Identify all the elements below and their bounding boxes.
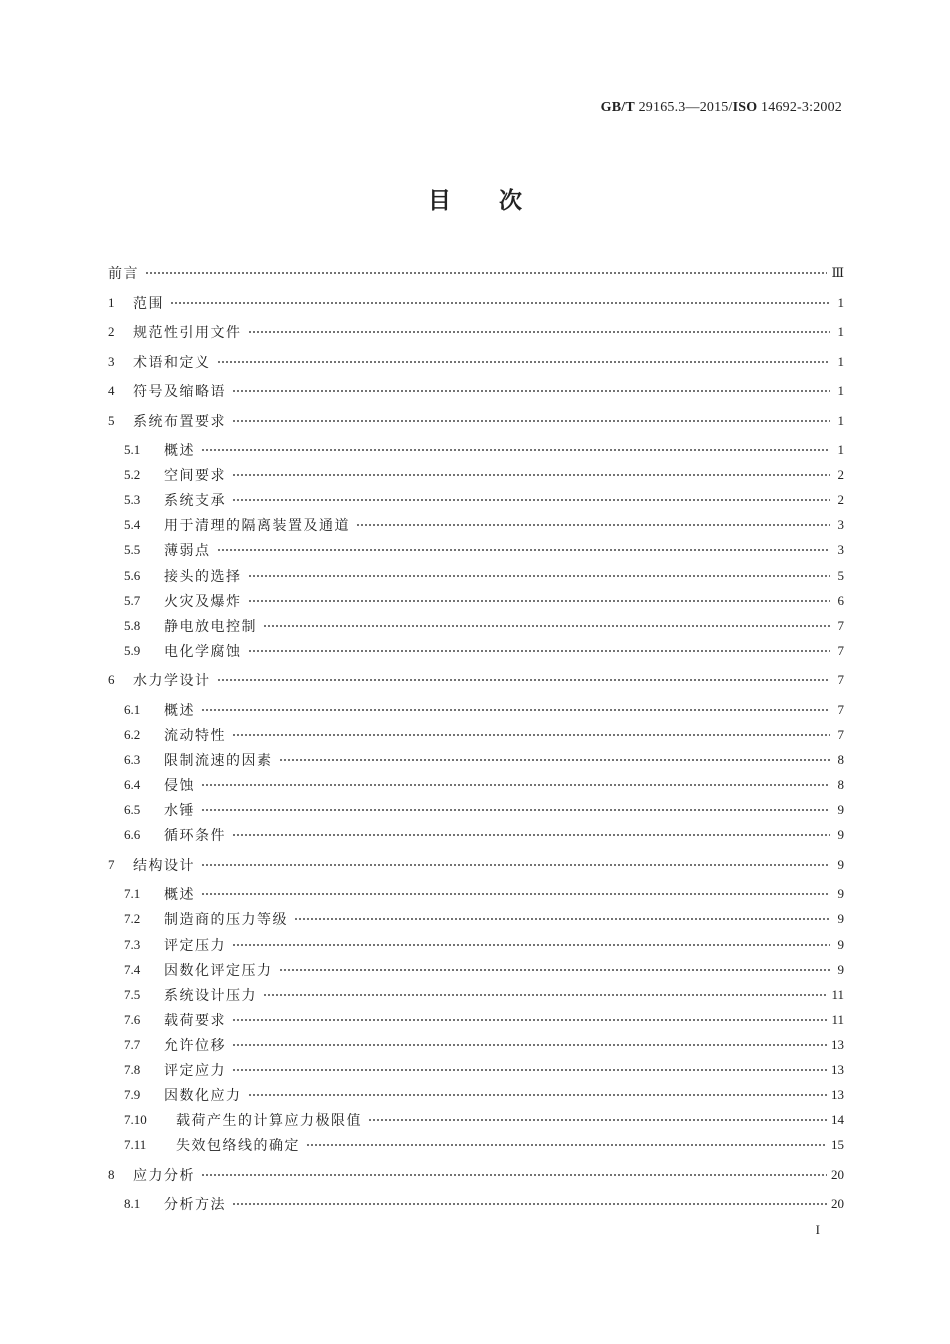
toc-entry-title: 系统布置要求: [133, 414, 226, 430]
toc-entry-title: 符号及缩略语: [133, 384, 226, 400]
toc-leader-dots: [232, 1202, 827, 1206]
toc-leader-dots: [232, 498, 830, 502]
toc-entry-title: 评定应力: [164, 1063, 226, 1079]
toc-entry[interactable]: [108, 351, 844, 373]
toc-entry-title: 应力分析: [133, 1168, 195, 1184]
toc-entry-title: 薄弱点: [164, 543, 211, 559]
toc-leader-dots: [170, 301, 830, 305]
std-prefix: GB/T: [600, 100, 635, 115]
toc-entry-page: 3: [837, 542, 844, 557]
toc-entry-title: 水力学设计: [133, 673, 211, 689]
toc-entry-page: 9: [837, 857, 844, 872]
toc-entry-number: 5.3: [124, 492, 141, 507]
toc-entry-number: 8.1: [124, 1196, 141, 1211]
toc-entry-page: 15: [831, 1137, 844, 1152]
toc-entry-title: 载荷要求: [164, 1013, 226, 1029]
toc-entry-number: 5.5: [124, 542, 141, 557]
toc-entry[interactable]: [108, 824, 844, 846]
toc-entry-number: 7.2: [124, 911, 141, 926]
toc-entry-number: 5.1: [124, 442, 141, 457]
toc-entry-number: 5.2: [124, 467, 141, 482]
toc-entry-number: 5.8: [124, 618, 141, 633]
toc-entry-number: 7.3: [124, 937, 141, 952]
toc-entry[interactable]: [108, 1034, 844, 1056]
toc-entry[interactable]: [108, 489, 844, 511]
toc-leader-dots: [201, 448, 830, 452]
toc-entry[interactable]: [108, 514, 844, 536]
toc-leader-dots: [263, 993, 827, 997]
toc-entry-title: 侵蚀: [164, 778, 195, 794]
toc-leader-dots: [201, 808, 830, 812]
toc-entry[interactable]: [108, 883, 844, 905]
toc-entry-page: 7: [837, 702, 844, 717]
toc-entry-page: 8: [837, 777, 844, 792]
toc-entry[interactable]: [108, 799, 844, 821]
toc-entry-title: 空间要求: [164, 468, 226, 484]
toc-entry-title: 限制流速的因素: [164, 753, 273, 769]
toc-entry[interactable]: [108, 565, 844, 587]
toc-entry-number: 6.1: [124, 702, 141, 717]
toc-leader-dots: [248, 1093, 828, 1097]
toc-leader-dots: [232, 943, 830, 947]
toc-entry[interactable]: [108, 640, 844, 662]
toc-entry-page: 7: [837, 643, 844, 658]
toc-leader-dots: [232, 733, 830, 737]
toc-entry-number: 7.10: [124, 1112, 147, 1127]
toc-entry-page: 1: [837, 324, 844, 339]
toc-entry-title: 概述: [164, 443, 195, 459]
toc-entry[interactable]: [108, 959, 844, 981]
toc-entry-page: 9: [837, 911, 844, 926]
toc-entry-title: 评定压力: [164, 938, 226, 954]
toc-entry-number: 7.1: [124, 886, 141, 901]
toc-entry[interactable]: [108, 724, 844, 746]
toc-entry-number: 2: [108, 324, 115, 339]
toc-entry-number: 4: [108, 383, 115, 398]
toc-entry-number: 6.4: [124, 777, 141, 792]
toc-entry-number: 5.9: [124, 643, 141, 658]
toc-entry-page: 9: [837, 962, 844, 977]
toc-entry-title: 规范性引用文件: [133, 325, 242, 341]
toc-entry-number: 7: [108, 857, 115, 872]
toc-entry-number: 3: [108, 354, 115, 369]
toc-entry-page: 13: [831, 1087, 844, 1102]
toc-leader-dots: [232, 833, 830, 837]
toc-entry-number: 5.6: [124, 568, 141, 583]
toc-entry-title: 电化学腐蚀: [164, 644, 242, 660]
toc-entry[interactable]: [108, 439, 844, 461]
toc-entry[interactable]: [108, 908, 844, 930]
toc-entry-title: 制造商的压力等级: [164, 912, 288, 928]
toc-entry[interactable]: [108, 539, 844, 561]
toc-leader-dots: [248, 574, 831, 578]
toc-entry-title: 水锤: [164, 803, 195, 819]
toc-entry-title: 循环条件: [164, 828, 226, 844]
toc-leader-dots: [306, 1143, 827, 1147]
toc-entry-title: 概述: [164, 703, 195, 719]
toc-entry-title: 静电放电控制: [164, 619, 257, 635]
toc-entry[interactable]: [108, 410, 844, 432]
toc-entry-page: 2: [837, 467, 844, 482]
toc-entry-title: 接头的选择: [164, 569, 242, 585]
toc-entry-title: 用于清理的隔离装置及通道: [164, 518, 350, 534]
toc-leader-dots: [368, 1118, 827, 1122]
toc-entry-number: 6.2: [124, 727, 141, 742]
toc-entry-number: 7.8: [124, 1062, 141, 1077]
toc-entry-title: 范围: [133, 296, 164, 312]
toc-entry-page: 2: [837, 492, 844, 507]
toc-entry[interactable]: [108, 749, 844, 771]
toc-entry-number: 6.6: [124, 827, 141, 842]
iso-number: 14692-3:2002: [757, 100, 842, 115]
toc-leader-dots: [217, 678, 831, 682]
page-title: 目次: [428, 188, 570, 214]
toc-entry-title: 流动特性: [164, 728, 226, 744]
toc-entry-page: 7: [837, 618, 844, 633]
toc-entry-title: 前言: [108, 266, 139, 282]
toc-entry[interactable]: [108, 464, 844, 486]
toc-entry-number: 7.4: [124, 962, 141, 977]
toc-entry-page: 8: [837, 752, 844, 767]
toc-entry-number: 5.4: [124, 517, 141, 532]
toc-entry-page: 7: [837, 672, 844, 687]
toc-entry[interactable]: [108, 590, 844, 612]
page-number: I: [815, 1222, 820, 1237]
toc-entry-page: Ⅲ: [831, 265, 844, 280]
toc-entry[interactable]: [108, 1084, 844, 1106]
toc-entry-page: 1: [837, 442, 844, 457]
toc-leader-dots: [279, 758, 831, 762]
toc-entry-number: 5: [108, 413, 115, 428]
toc-entry-number: 1: [108, 295, 115, 310]
toc-entry-page: 1: [837, 354, 844, 369]
toc-entry-page: 1: [837, 383, 844, 398]
toc-entry-page: 20: [831, 1167, 844, 1182]
toc-entry-page: 9: [837, 802, 844, 817]
toc-entry-page: 3: [837, 517, 844, 532]
toc-entry-page: 9: [837, 937, 844, 952]
toc-entry-title: 分析方法: [164, 1197, 226, 1213]
toc-entry-number: 6.5: [124, 802, 141, 817]
toc-leader-dots: [232, 1018, 827, 1022]
toc-leader-dots: [232, 1043, 827, 1047]
toc-entry[interactable]: [108, 615, 844, 637]
toc-leader-dots: [201, 863, 830, 867]
toc-entry-title: 系统设计压力: [164, 988, 257, 1004]
toc-leader-dots: [279, 968, 831, 972]
toc-entry[interactable]: [108, 699, 844, 721]
toc-entry[interactable]: [108, 321, 844, 343]
toc-entry[interactable]: [108, 854, 844, 876]
iso-prefix: ISO: [732, 100, 758, 115]
toc-leader-dots: [232, 389, 830, 393]
toc-leader-dots: [201, 1173, 827, 1177]
toc-entry-number: 7.7: [124, 1037, 141, 1052]
toc-entry-title: 结构设计: [133, 858, 195, 874]
toc-entry-title: 火灾及爆炸: [164, 594, 242, 610]
toc-leader-dots: [232, 419, 830, 423]
std-number: 29165.3—2015/: [634, 100, 733, 115]
toc-entry-page: 6: [837, 593, 844, 608]
toc-leader-dots: [217, 360, 831, 364]
toc-entry-number: 7.6: [124, 1012, 141, 1027]
toc-leader-dots: [356, 523, 830, 527]
toc-leader-dots: [201, 783, 830, 787]
toc-leader-dots: [232, 1068, 827, 1072]
toc-entry-number: 7.9: [124, 1087, 141, 1102]
toc-entry-number: 7.11: [124, 1137, 147, 1152]
toc-entry-title: 载荷产生的计算应力极限值: [176, 1113, 362, 1129]
toc-leader-dots: [263, 624, 830, 628]
toc-leader-dots: [248, 649, 831, 653]
toc-entry-title: 失效包络线的确定: [176, 1138, 300, 1154]
toc-entry[interactable]: [108, 292, 844, 314]
toc-leader-dots: [201, 708, 830, 712]
toc-entry[interactable]: [108, 1193, 844, 1215]
toc-entry[interactable]: [108, 1164, 844, 1186]
toc-entry[interactable]: [108, 1109, 844, 1131]
toc-entry-number: 8: [108, 1167, 115, 1182]
toc-leader-dots: [294, 917, 830, 921]
toc-entry-page: 14: [831, 1112, 844, 1127]
toc-entry-page: 1: [837, 295, 844, 310]
toc-entry-page: 11: [831, 987, 844, 1002]
toc-entry-title: 因数化应力: [164, 1088, 242, 1104]
toc-entry-page: 11: [831, 1012, 844, 1027]
toc-entry-page: 9: [837, 886, 844, 901]
toc-entry-page: 7: [837, 727, 844, 742]
toc-entry[interactable]: [108, 669, 844, 691]
toc-entry[interactable]: [108, 262, 844, 284]
toc-entry-page: 9: [837, 827, 844, 842]
toc-entry-title: 允许位移: [164, 1038, 226, 1054]
toc-leader-dots: [248, 330, 831, 334]
toc-leader-dots: [201, 892, 830, 896]
toc-entry[interactable]: [108, 1009, 844, 1031]
toc-entry-title: 术语和定义: [133, 355, 211, 371]
toc-entry-page: 5: [837, 568, 844, 583]
toc-entry-page: 13: [831, 1062, 844, 1077]
toc-leader-dots: [232, 473, 830, 477]
toc-entry-title: 概述: [164, 887, 195, 903]
toc-leader-dots: [217, 548, 831, 552]
toc-entry[interactable]: [108, 774, 844, 796]
toc-entry-page: 20: [831, 1196, 844, 1211]
toc-entry[interactable]: [108, 380, 844, 402]
toc-entry-page: 13: [831, 1037, 844, 1052]
toc-entry-number: 5.7: [124, 593, 141, 608]
toc-entry[interactable]: [108, 984, 844, 1006]
toc-entry[interactable]: [108, 1059, 844, 1081]
toc-entry-number: 6.3: [124, 752, 141, 767]
toc-entry-number: 6: [108, 672, 115, 687]
toc-entry[interactable]: [108, 934, 844, 956]
toc-entry[interactable]: [108, 1134, 844, 1156]
toc-leader-dots: [248, 599, 831, 603]
toc-entry-number: 7.5: [124, 987, 141, 1002]
toc-entry-title: 系统支承: [164, 493, 226, 509]
toc-leader-dots: [145, 271, 827, 275]
toc-entry-page: 1: [837, 413, 844, 428]
toc-entry-title: 因数化评定压力: [164, 963, 273, 979]
